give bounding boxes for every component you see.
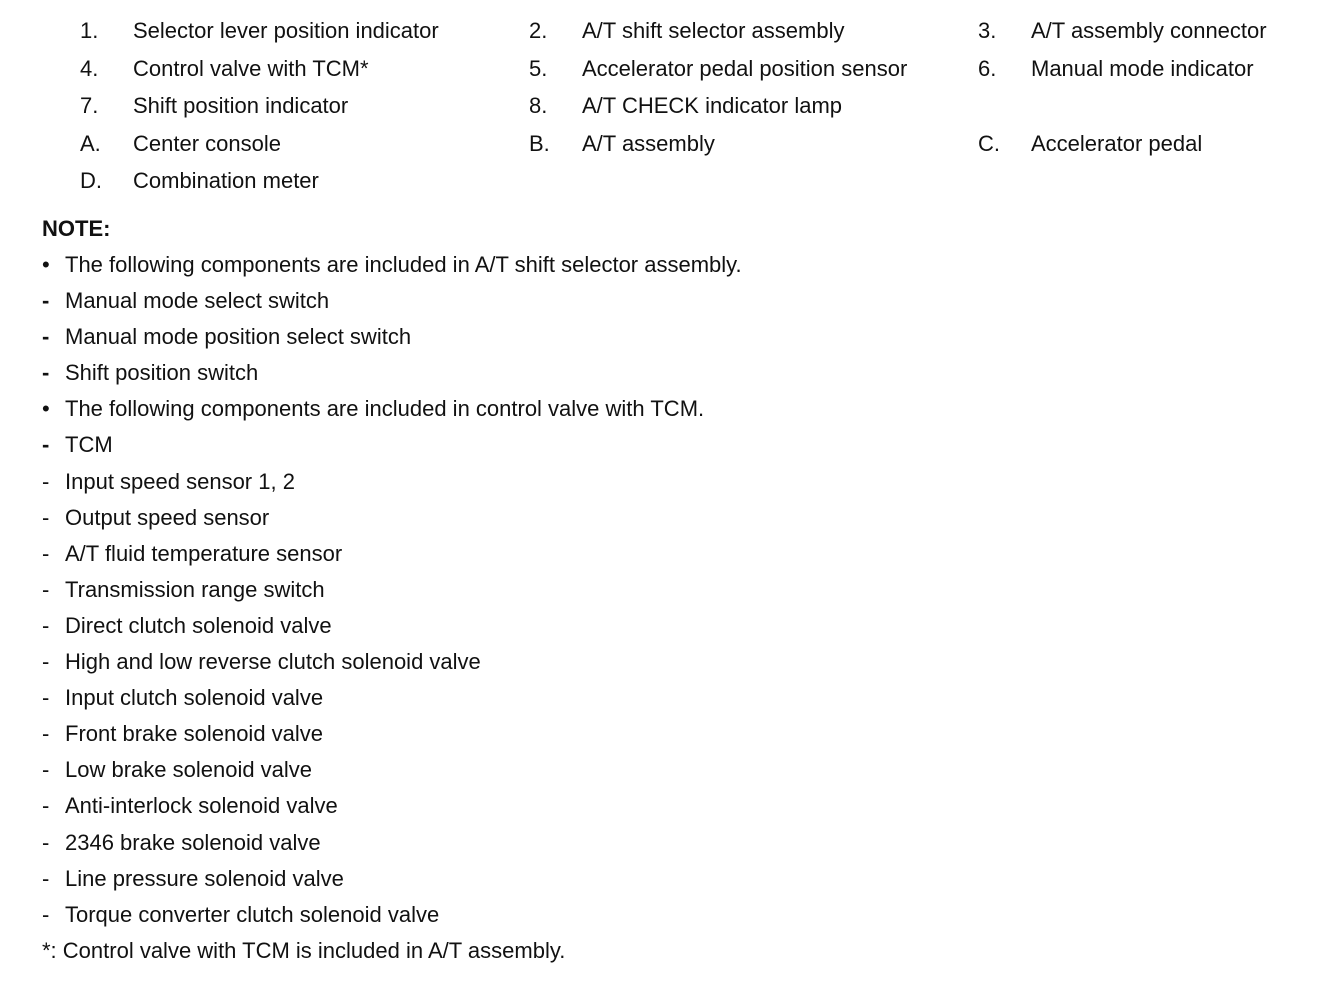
list-item-text: Output speed sensor — [65, 504, 270, 530]
note-sub-item — [42, 683, 1302, 719]
list-item-text: A/T fluid temperature sensor — [65, 540, 343, 566]
note-bullet-item — [42, 250, 1302, 286]
note-bullet-item — [42, 394, 1302, 430]
list-marker: - — [42, 288, 50, 314]
list-marker: - — [42, 468, 50, 494]
legend-item-number: 1. — [80, 18, 99, 43]
note-sub-item — [42, 430, 1302, 466]
note-sub-item — [42, 864, 1302, 900]
legend-item-label: Shift position indicator — [133, 93, 349, 118]
list-marker: - — [42, 649, 50, 675]
list-marker: - — [42, 612, 50, 638]
legend-item-number: 2. — [529, 18, 548, 43]
list-marker: - — [42, 865, 50, 891]
list-item-text: Manual mode select switch — [65, 288, 330, 314]
legend-item-label: A/T assembly connector — [1031, 18, 1267, 43]
legend-item-label: A/T shift selector assembly — [582, 18, 845, 43]
list-marker: - — [42, 901, 50, 927]
note-sub-item — [42, 467, 1302, 503]
legend-item-label: A/T CHECK indicator lamp — [582, 93, 843, 118]
note-sub-item — [42, 647, 1302, 683]
list-item-text: Line pressure solenoid valve — [65, 865, 344, 891]
list-item-text: Low brake solenoid valve — [65, 757, 313, 783]
note-sub-item — [42, 791, 1302, 827]
legend-item-label: Combination meter — [133, 168, 319, 193]
legend-item-number: D. — [80, 168, 102, 193]
list-marker: - — [42, 576, 50, 602]
note-sub-item — [42, 539, 1302, 575]
list-item-text: Transmission range switch — [65, 576, 325, 602]
legend-item-number: 4. — [80, 55, 99, 81]
legend-item-label: A/T assembly — [582, 130, 715, 156]
legend-row — [0, 54, 1328, 92]
list-marker: - — [42, 504, 50, 530]
legend-item-number: B. — [529, 130, 550, 156]
list-item-text: Shift position switch — [65, 360, 259, 386]
list-item-text: Direct clutch solenoid valve — [65, 612, 332, 638]
legend-item-label: Manual mode indicator — [1031, 55, 1254, 81]
list-marker: - — [42, 540, 50, 566]
list-item-text: The following components are included in control valve with TCM. — [65, 396, 705, 422]
list-marker: - — [42, 324, 50, 350]
note-sub-item — [42, 322, 1302, 358]
note-list — [42, 250, 1302, 936]
list-marker: - — [42, 757, 50, 783]
list-marker: • — [42, 252, 50, 277]
legend-item-number: C. — [978, 130, 1000, 156]
legend-item-label: Accelerator pedal position sensor — [582, 55, 908, 81]
legend-item-number: A. — [80, 130, 101, 156]
note-sub-item — [42, 611, 1302, 647]
note-sub-item — [42, 719, 1302, 755]
note-sub-item — [42, 358, 1302, 394]
list-marker: - — [42, 721, 50, 747]
legend-row — [0, 91, 1328, 129]
legend-item-label: Center console — [133, 130, 281, 156]
list-marker: • — [42, 396, 50, 422]
legend-item-label: Control valve with TCM* — [133, 55, 369, 81]
legend-item-number: 8. — [529, 93, 548, 118]
note-title: NOTE: — [42, 216, 111, 241]
list-item-text: High and low reverse clutch solenoid valve — [65, 649, 481, 675]
list-item-text: Manual mode position select switch — [65, 324, 412, 350]
note-sub-item — [42, 828, 1302, 864]
legend-item-number: 5. — [529, 55, 548, 81]
list-marker: - — [42, 685, 50, 711]
list-item-text: Torque converter clutch solenoid valve — [65, 901, 440, 927]
component-legend — [0, 16, 1328, 204]
note-sub-item — [42, 286, 1302, 322]
legend-item-number: 7. — [80, 93, 99, 118]
list-item-text: The following components are included in A/T shift selector assembly. — [65, 252, 742, 277]
note-sub-item — [42, 900, 1302, 936]
legend-item-number: 6. — [978, 55, 997, 81]
list-item-text: Anti-interlock solenoid valve — [65, 793, 338, 819]
list-marker: - — [42, 432, 50, 458]
note-sub-item — [42, 503, 1302, 539]
list-item-text: Front brake solenoid valve — [65, 721, 324, 747]
note-sub-item — [42, 575, 1302, 611]
legend-row — [0, 16, 1328, 54]
note-section — [42, 214, 1302, 966]
list-marker: - — [42, 360, 50, 386]
list-item-text: TCM — [65, 432, 113, 458]
legend-item-label: Accelerator pedal — [1031, 130, 1203, 156]
legend-item-number: 3. — [978, 18, 997, 43]
list-item-text: Input clutch solenoid valve — [65, 685, 324, 711]
legend-row — [0, 129, 1328, 167]
list-marker: - — [42, 793, 50, 819]
legend-row — [0, 166, 1328, 204]
footnote: *: Control valve with TCM is included in A/T assembly. — [42, 937, 566, 963]
list-item-text: Input speed sensor 1, 2 — [65, 468, 295, 494]
list-item-text: 2346 brake solenoid valve — [65, 829, 321, 855]
list-marker: - — [42, 829, 50, 855]
legend-item-label: Selector lever position indicator — [133, 18, 439, 43]
note-sub-item — [42, 755, 1302, 791]
